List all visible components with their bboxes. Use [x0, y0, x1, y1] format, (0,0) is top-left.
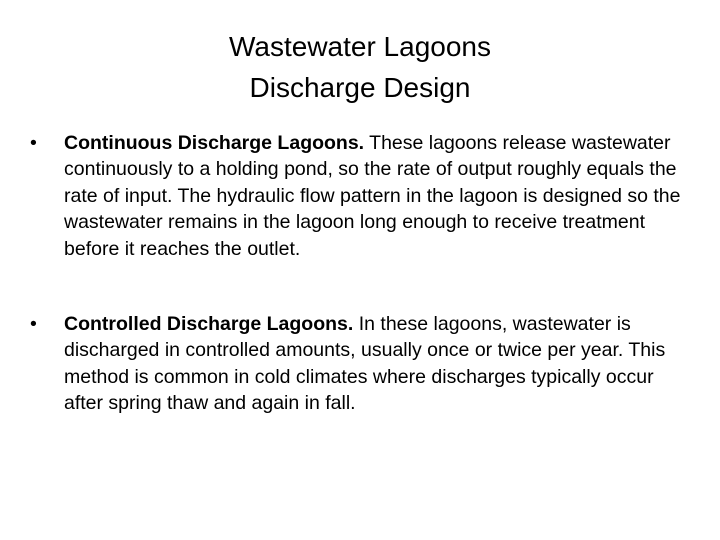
bullet-text: In these lagoons, wastewater is discharged in controlled amounts, usually once or twice per year. This method is common in cold climates where discharges typically occur after spring thaw and again in fall.	[64, 313, 666, 415]
bullet-item-continuous-discharge	[30, 130, 690, 262]
title-line-1: Wastewater Lagoons	[229, 31, 491, 62]
bullet-heading: Continuous Discharge Lagoons.	[64, 132, 365, 154]
title-line-2: Discharge Design	[249, 72, 471, 103]
bullet-heading: Controlled Discharge Lagoons.	[64, 313, 354, 336]
slide-title	[0, 26, 720, 108]
bullet-marker: •	[30, 132, 37, 154]
bullet-marker: •	[30, 313, 37, 336]
bullet-list	[30, 130, 690, 417]
bullet-text: These lagoons release wastewater continuously to a holding pond, so the rate of output roughly equals the rate of input. The hydraulic flow pattern in the lagoon is designed so the wastewater remains in the lagoon long enough to receive treatment before it reaches the outlet.	[64, 132, 681, 260]
bullet-item-controlled-discharge	[30, 311, 690, 417]
